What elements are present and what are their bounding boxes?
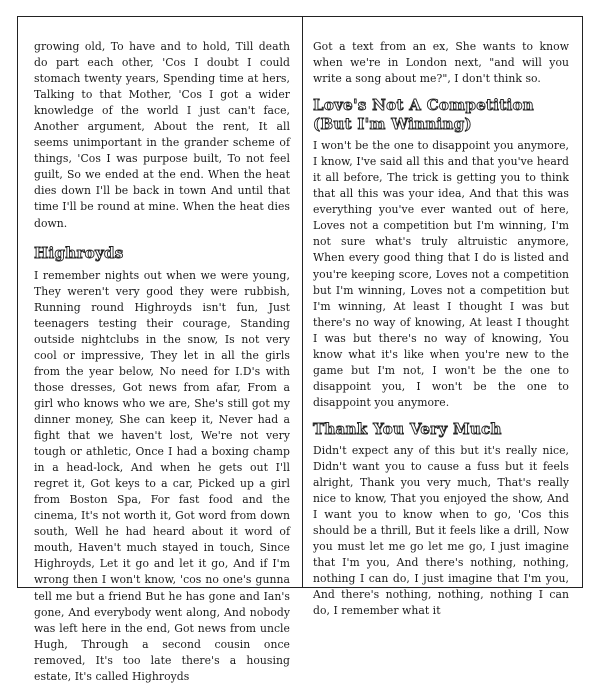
right-column	[313, 39, 569, 619]
song-lyrics-highroyds: I remember nights out when we were young, They weren't very good they were rubbish, Running round Highroyds isn't fun, Just teenagers testing their courage, Standing outside nightclubs in the snow, Is not very cool or impressive, They let in all the girls from the year below, No need for I.D's with those dresses, Got news from afar, From a girl who knows who we are, She's still got my dinner money, She can keep it, Never had a fight that we haven't lost, We're not very tough or athletic, Once I had a boxing champ in a head-lock, And when he gets out I'll regret it, Got keys to a car, Picked up a girl from Boston Spa, For fast food and the cinema, It's not worth it, Got word from down south, Well he had heard about it word of mouth, Haven't much stayed in touch, Since Highroyds, Let it go and let it go, And if I'm wrong then I won't know, 'cos no one's gunna tell me but a friend But he has gone and Ian's gone, And everybody went along, And nobody was left here in the end, Got news from uncle Hugh, Through a second cousin once removed, It's too late there's a housing estate, It's called Highroyds	[34, 268, 290, 683]
song-lyrics-loves-not-a-competition: I won't be the one to disappoint you anymore, I know, I've said all this and that you've heard it all before, The trick is getting you to think that all this was your idea, And that this was everything you've ever wanted out of here, Loves not a competition but I'm winning, I'm not sure what's truly altruistic anymore, When every good thing that I do is listed and you're keeping score, Loves not a competition but I'm winning, Loves not a competition but I'm winning, At least I thought I was but there's no way of knowing, At least I thought I was but there's no way of knowing, You know what it's like when you're new to the game but I'm not, I won't be the one to disappoint you, I won't be the one to disappoint you anymore.	[313, 139, 569, 409]
lyrics-page	[17, 16, 583, 683]
verse-continuation-right: Got a text from an ex, She wants to know when we're in London next, "and will you write a song about me?", I don't think so.	[313, 40, 569, 86]
song-title-line-2: (But I'm Winning)	[313, 115, 472, 134]
song-title-loves-not-a-competition	[313, 96, 569, 134]
column-divider	[302, 17, 303, 587]
song-title-line-1: Love's Not A Competition	[313, 96, 535, 115]
song-title-thank-you-very-much: Thank You Very Much	[313, 419, 502, 438]
song-lyrics-thank-you-very-much: Didn't expect any of this but it's really nice, Didn't want you to cause a fuss but it feels alright, Thank you very much, That's really nice to know, That you enjoyed the show, And I want you to know when to go, 'Cos this should be a thrill, But it feels like a drill, Now you must let me go let me go, I just imagine that I'm you, And there's nothing, nothing, nothing I can do, I just imagine that I'm you, And there's nothing, nothing, nothing I can do, I remember what it	[313, 443, 569, 618]
song-title-highroyds: Highroyds	[34, 243, 124, 262]
verse-continuation: growing old, To have and to hold, Till death do part each other, 'Cos I doubt I could stomach twenty years, Spending time at hers, Talking to that Mother, 'Cos I got a wider knowledge of the world I just can't face, Another argument, About the rent, It all seems unimportant in the grander scheme of things, 'Cos I was purpose built, To not feel guilt, So we ended at the end. When the heat dies down I'll be back in town And until that time I'll be round at mine. When the heat dies down.	[34, 40, 290, 230]
left-column	[34, 39, 290, 685]
